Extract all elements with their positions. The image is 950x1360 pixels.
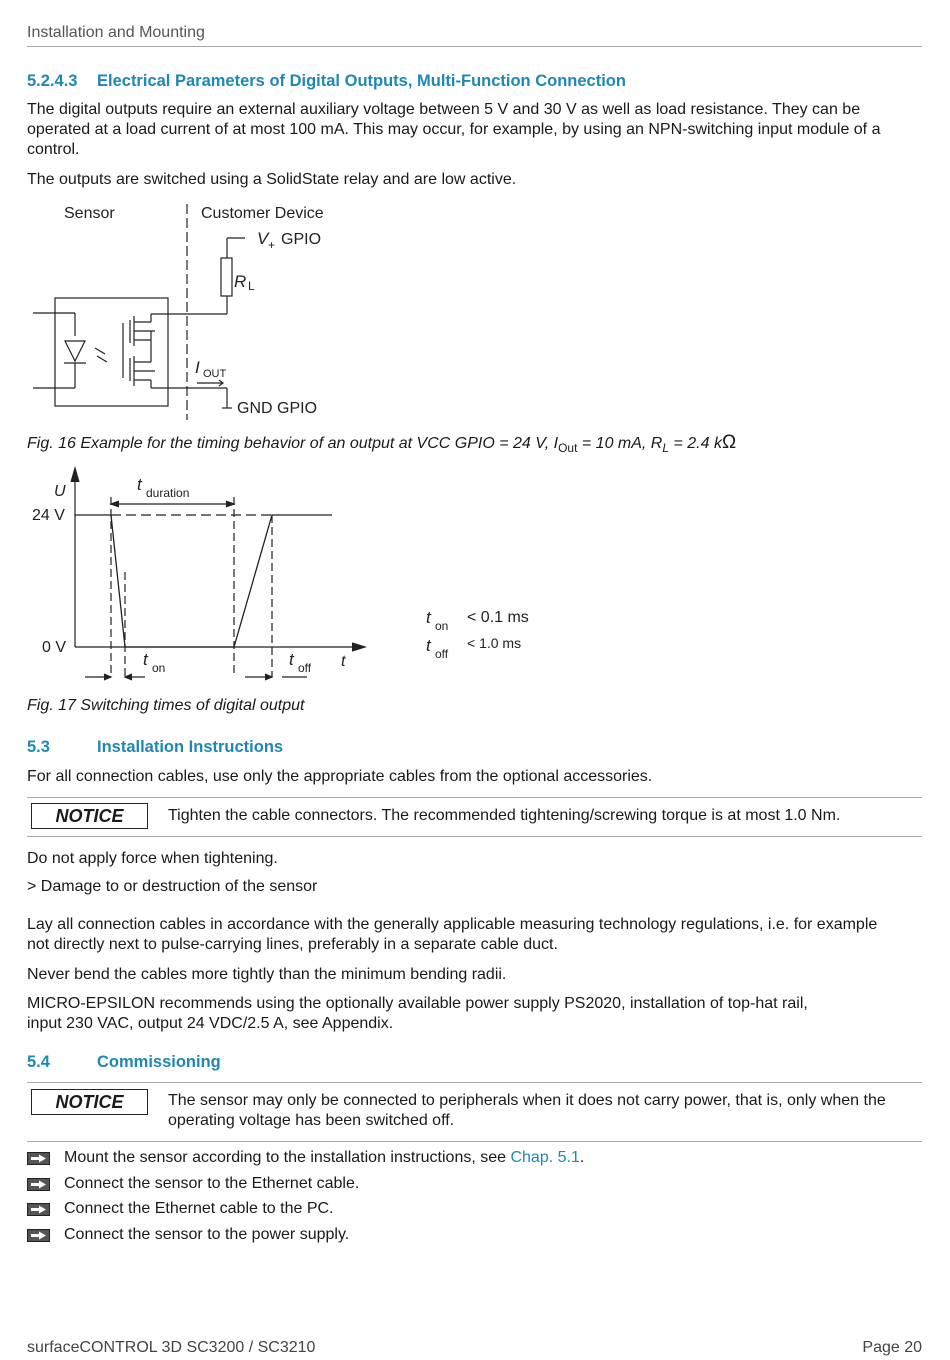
legend-toff-value: < 1.0 ms [467,635,522,651]
warning-line: Do not apply force when tightening. [27,850,278,867]
label-customer-device: Customer Device [201,205,324,222]
legend-off-sub: off [435,647,449,661]
label-t-duration: t [137,475,142,494]
chapter-link[interactable]: Chap. 5.1 [510,1149,580,1166]
section-title-5243: Electrical Parameters of Digital Outputs, Multi-Function Connection [97,72,626,90]
label-duration-sub: duration [146,486,190,500]
output-signal [75,515,332,647]
section-number-5243: 5.2.4.3 [27,72,78,90]
fig16-omega: Ω [721,432,737,453]
para-line: The digital outputs require an external auxiliary voltage between 5 V and 30 V as well as load resistance. They can be [27,101,861,118]
legend-on-sub: on [435,619,449,633]
para-line: Lay all connection cables in accordance with the generally applicable measuring technology regulations, i.e. for example [27,916,878,933]
step-arrow-icon [27,1178,50,1191]
timing-diagram [27,462,547,692]
label-t-on: t [143,650,148,669]
step-arrow-icon [27,1229,50,1242]
label-t-off: t [289,650,294,669]
footer-page-number: Page 20 [862,1339,922,1356]
para-line: Never bend the cables more tightly than the minimum bending radii. [27,966,507,983]
fig16-text-3: = 2.4 k [669,435,722,452]
section-number-53: 5.3 [27,738,50,756]
notice-rule-top [27,797,922,798]
label-iout: I [195,358,200,377]
fig16-text-1: Fig. 16 Example for the timing behavior of an output at VCC GPIO = 24 V, I [27,435,559,452]
step-1-text: Mount the sensor according to the installation instructions, see [64,1149,511,1166]
fig16-text-2: = 10 mA, R [577,435,663,452]
para-line: For all connection cables, use only the appropriate cables from the optional accessories. [27,768,653,785]
notice-text: Tighten the cable connectors. The recommended tightening/screwing torque is at most 1.0 Nm. [168,807,841,824]
para-line: MICRO-EPSILON recommends using the optionally available power supply PS2020, installation of top-hat rail, [27,995,808,1012]
step-1 [64,1148,584,1168]
label-off-sub: off [298,661,312,675]
section-title-54: Commissioning [97,1053,221,1071]
notice-text: The sensor may only be connected to peripherals when it does not carry power, that is, only when the [168,1092,886,1109]
footer-product: surfaceCONTROL 3D SC3200 / SC3210 [27,1339,316,1356]
step-3: Connect the Ethernet cable to the PC. [64,1200,334,1217]
label-24v: 24 V [32,507,65,524]
step-4: Connect the sensor to the power supply. [64,1226,350,1243]
label-sensor: Sensor [64,205,115,222]
step-arrow-icon [27,1152,50,1165]
legend-t-on: t [426,608,431,627]
notice-rule-bottom [27,1141,922,1142]
notice-rule-top [27,1082,922,1083]
step-2: Connect the sensor to the Ethernet cable. [64,1175,360,1192]
label-vplus-sub: + [268,238,276,252]
label-t-axis: t [341,653,346,670]
notice-text: operating voltage has been switched off. [168,1112,455,1129]
para-line: control. [27,141,80,158]
label-iout-sub: OUT [203,368,227,380]
header-rule [27,46,922,47]
notice-rule-bottom [27,836,922,837]
label-on-sub: on [152,661,166,675]
step-1-end: . [579,1149,585,1166]
label-u: U [54,483,66,500]
para-line: The outputs are switched using a SolidState relay and are low active. [27,171,517,188]
label-0v: 0 V [42,639,67,656]
label-gnd-gpio: GND GPIO [237,400,318,417]
resistor-rl [221,258,232,296]
running-header: Installation and Mounting [27,24,205,41]
para-line: not directly next to pulse-carrying lines, preferably in a separate cable duct. [27,936,558,953]
fig16-caption [27,432,736,455]
notice-box: NOTICE [31,803,148,829]
warning-consequence: > Damage to or destruction of the sensor [27,878,318,895]
output-circuit-diagram [27,198,367,423]
legend-t-off: t [426,636,431,655]
fig16-sub-out: Out [558,441,578,456]
fig17-caption: Fig. 17 Switching times of digital output [27,697,305,714]
legend-ton-value: < 0.1 ms [467,609,529,626]
section-number-54: 5.4 [27,1053,50,1071]
label-rl-sub: L [248,279,255,293]
step-arrow-icon [27,1203,50,1216]
section-title-53: Installation Instructions [97,738,284,756]
label-vplus: V [257,229,269,248]
notice-box: NOTICE [31,1089,148,1115]
led-icon [65,341,85,361]
para-line: input 230 VAC, output 24 VDC/2.5 A, see Appendix. [27,1015,394,1032]
para-line: operated at a load current of at most 100 mA. This may occur, for example, by using an NPN-switching input module of a [27,121,881,138]
label-rl: R [234,272,247,291]
fig16-sub-l: L [662,441,670,456]
label-gpio: GPIO [281,231,322,248]
